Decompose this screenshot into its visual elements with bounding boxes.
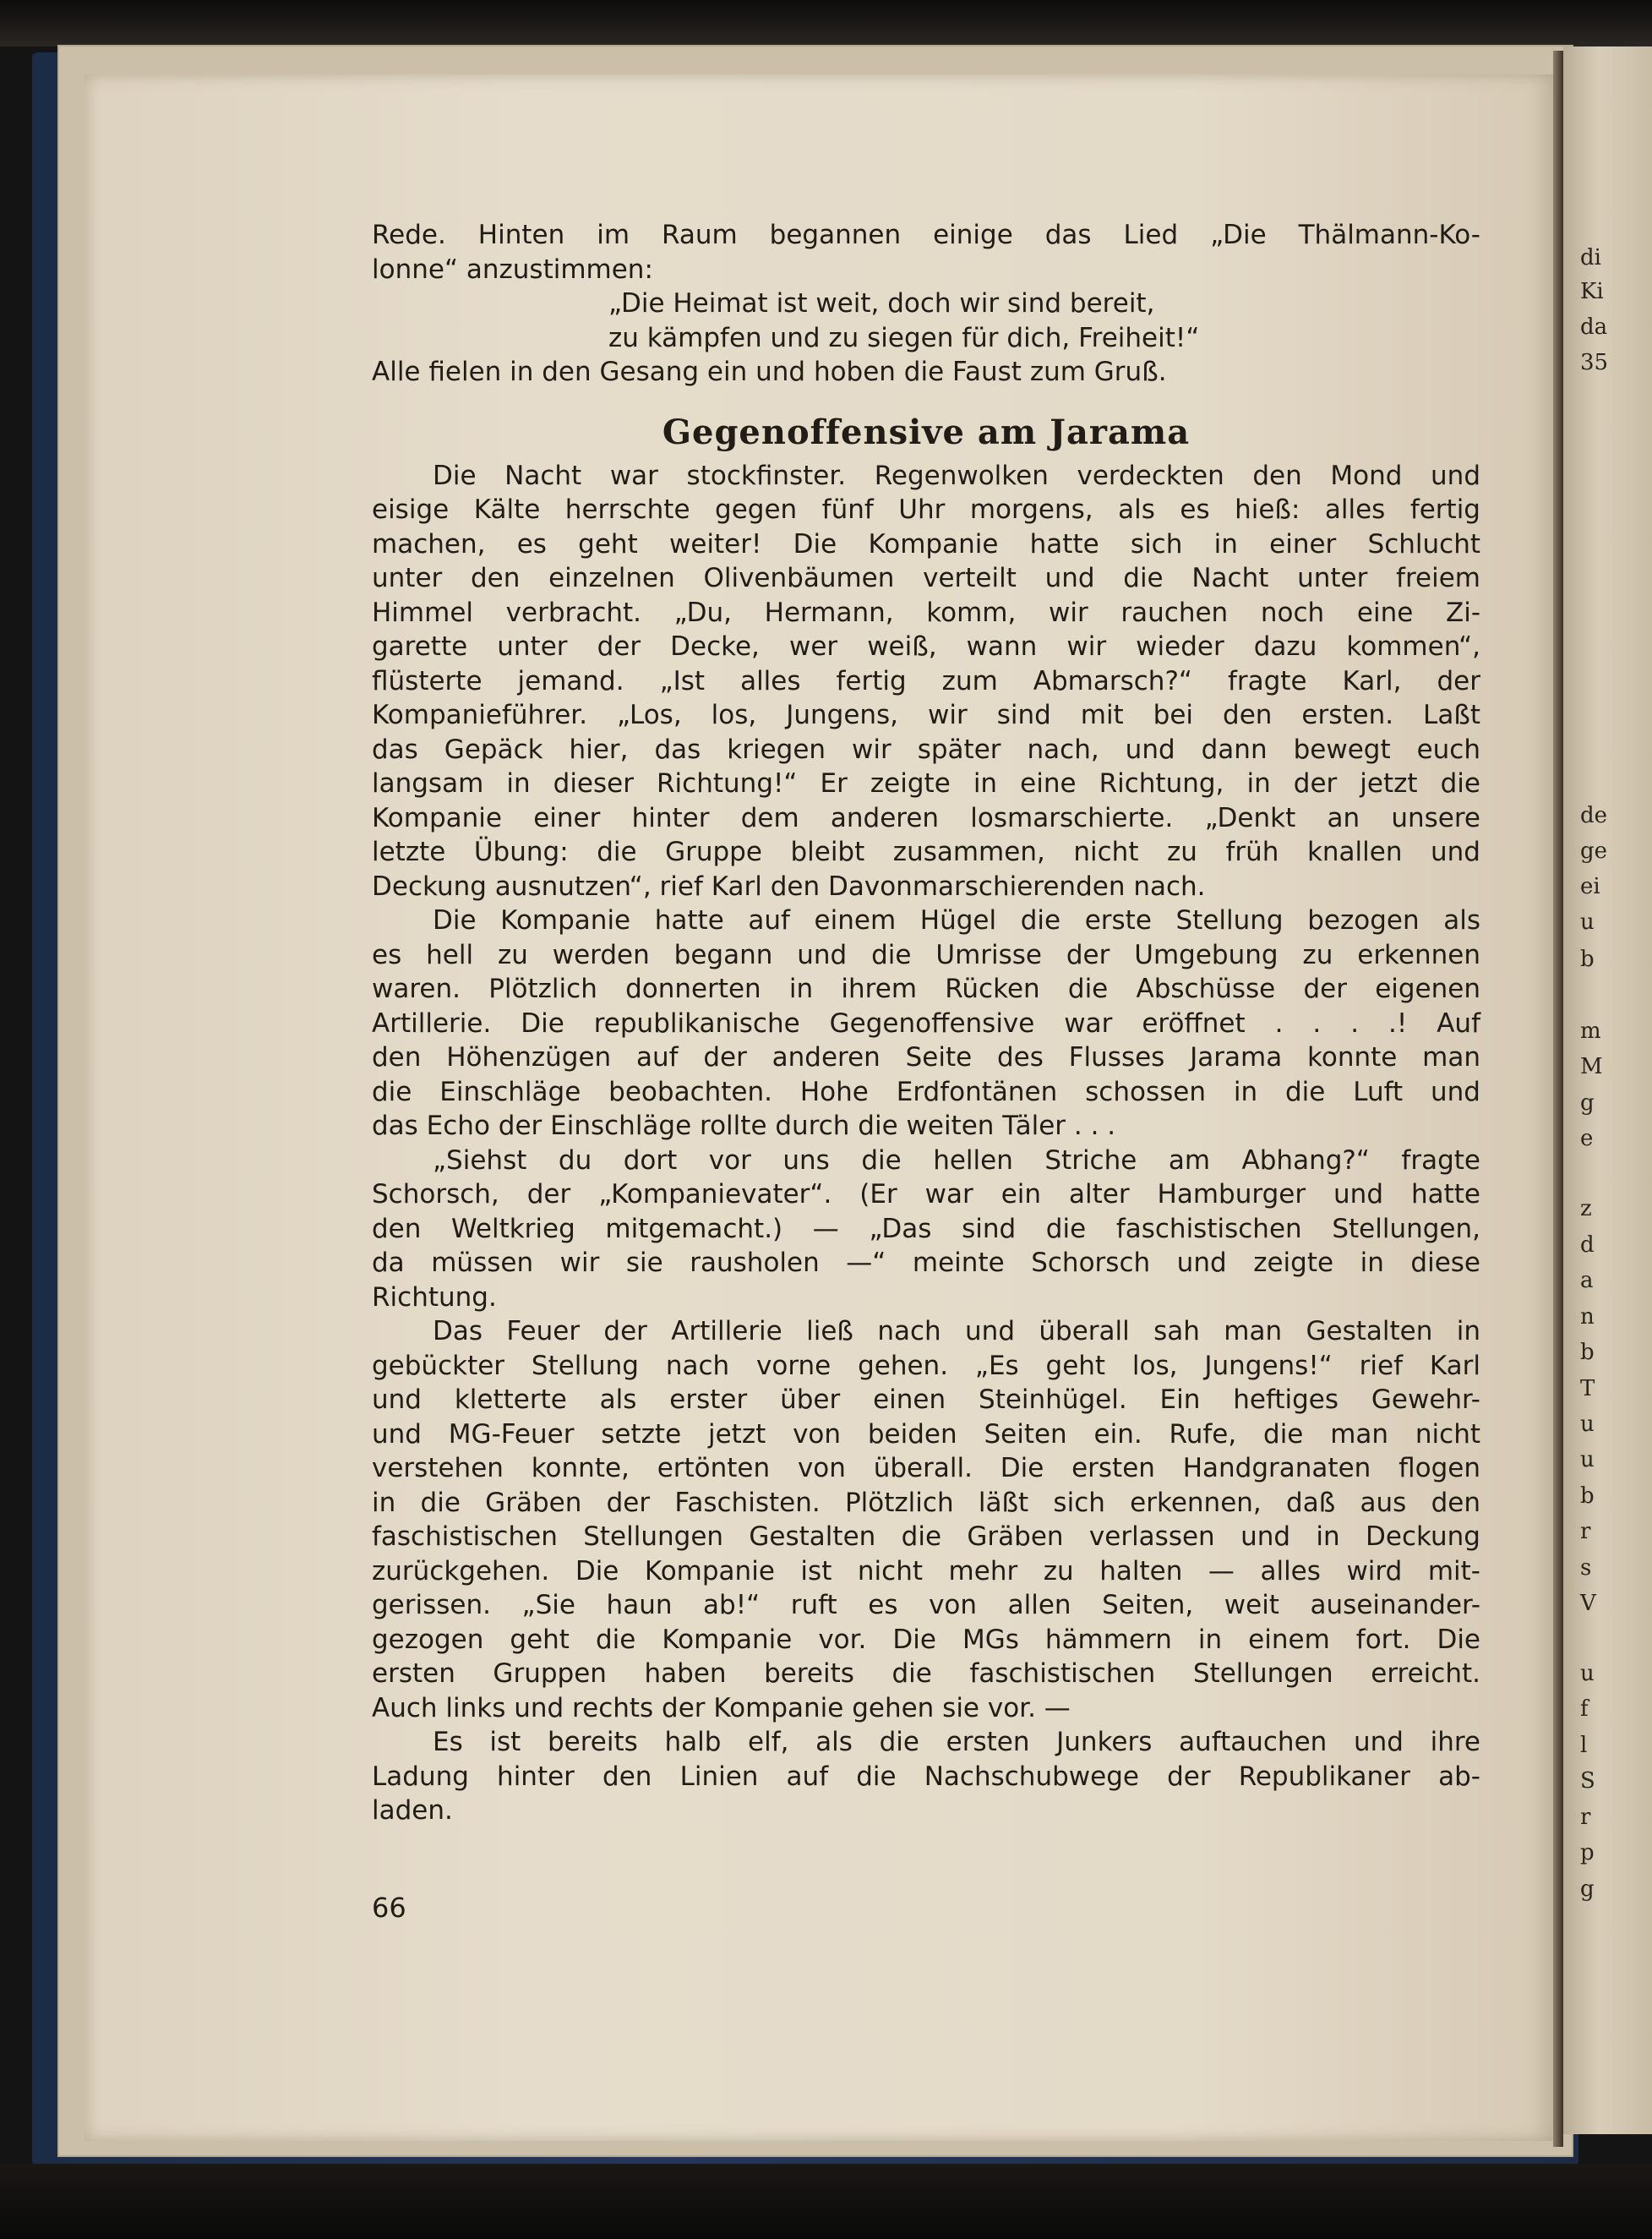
text-line: flüsterte jemand. „Ist alles fertig zum Abmarsch?“ fragte Karl, der bbox=[372, 665, 1480, 696]
text-line: ersten Gruppen haben bereits die faschistischen Stellungen erreicht. bbox=[372, 1658, 1480, 1689]
book-gutter bbox=[1553, 51, 1563, 2147]
facing-page-text-fragment: ei bbox=[1580, 874, 1600, 899]
text-line: den Weltkrieg mitgemacht.) — „Das sind die faschistischen Stellungen, bbox=[372, 1213, 1480, 1244]
text-line: Auch links und rechts der Kompanie gehen sie vor. — bbox=[372, 1692, 1071, 1723]
text-line: Deckung ausnutzen“, rief Karl den Davonmarschierenden nach. bbox=[372, 871, 1206, 902]
facing-page-text-fragment: d bbox=[1580, 1232, 1595, 1258]
facing-page-text-fragment: m bbox=[1580, 1018, 1601, 1044]
text-line: faschistischen Stellungen Gestalten die Gräben verlassen und in Deckung bbox=[372, 1521, 1480, 1552]
text-line: lonne“ anzustimmen: bbox=[372, 254, 653, 285]
section-heading: Gegenoffensive am Jarama bbox=[662, 412, 1191, 452]
facing-page-text-fragment: ge bbox=[1580, 838, 1608, 864]
text-line: Die Kompanie hatte auf einem Hügel die erste Stellung bezogen als bbox=[433, 905, 1480, 936]
text-line: Es ist bereits halb elf, als die ersten Junkers auftauchen und ihre bbox=[433, 1727, 1480, 1757]
facing-page-text-fragment: r bbox=[1580, 1519, 1591, 1544]
facing-page-text-fragment: z bbox=[1580, 1196, 1592, 1221]
facing-page-text-fragment: s bbox=[1580, 1555, 1592, 1581]
facing-page-text-fragment: b bbox=[1580, 1340, 1595, 1365]
text-line: verstehen konnte, ertönten von überall. Die ersten Handgranaten flogen bbox=[372, 1453, 1480, 1483]
facing-page-text-fragment: Ki bbox=[1580, 279, 1604, 304]
text-line: Ladung hinter den Linien auf die Nachschubwege der Republikaner ab- bbox=[372, 1761, 1480, 1792]
text-line: zurückgehen. Die Kompanie ist nicht mehr zu halten — alles wird mit- bbox=[372, 1555, 1480, 1586]
dark-background-top bbox=[0, 0, 1652, 46]
text-line: Das Feuer der Artillerie ließ nach und überall sah man Gestalten in bbox=[433, 1316, 1480, 1346]
facing-page-text-fragment: n bbox=[1580, 1304, 1595, 1330]
facing-page-text-fragment: p bbox=[1580, 1840, 1595, 1865]
facing-page-text-fragment: g bbox=[1580, 1876, 1595, 1902]
facing-page-text-fragment: 35 bbox=[1580, 350, 1609, 375]
text-line: eisige Kälte herrschte gegen fünf Uhr morgens, als es hieß: alles fertig bbox=[372, 494, 1480, 525]
facing-page-text-fragment: g bbox=[1580, 1090, 1595, 1116]
text-line: den Höhenzügen auf der anderen Seite des Flusses Jarama konnte man bbox=[372, 1042, 1480, 1073]
text-line: Richtung. bbox=[372, 1281, 497, 1313]
text-line: gebückter Stellung nach vorne gehen. „Es geht los, Jungens!“ rief Karl bbox=[372, 1350, 1480, 1381]
text-line: letzte Übung: die Gruppe bleibt zusammen, nicht zu früh knallen und bbox=[372, 837, 1480, 867]
text-line: Die Nacht war stockfinster. Regenwolken verdeckten den Mond und bbox=[433, 460, 1480, 491]
facing-page-text-fragment: di bbox=[1580, 245, 1601, 270]
facing-page-text-fragment: a bbox=[1580, 1268, 1594, 1293]
verse-line: „Die Heimat ist weit, doch wir sind bereit, bbox=[608, 288, 1155, 319]
text-line: das Gepäck hier, das kriegen wir später nach, und dann bewegt euch bbox=[372, 734, 1480, 765]
text-line: gezogen geht die Kompanie vor. Die MGs hämmern in einem fort. Die bbox=[372, 1624, 1480, 1655]
dark-background-bottom bbox=[0, 2164, 1652, 2239]
text-line: langsam in dieser Richtung!“ Er zeigte in eine Richtung, in der jetzt die bbox=[372, 768, 1480, 799]
facing-page-text-fragment: b bbox=[1580, 1483, 1595, 1509]
facing-page-text-fragment: u bbox=[1580, 1412, 1595, 1437]
facing-page-text-fragment: u bbox=[1580, 1447, 1595, 1472]
text-line: es hell zu werden begann und die Umrisse der Umgebung zu erkennen bbox=[372, 939, 1480, 970]
facing-page-text-fragment: de bbox=[1580, 803, 1608, 828]
page-number: 66 bbox=[372, 1892, 406, 1924]
verse-line: zu kämpfen und zu siegen für dich, Freiheit!“ bbox=[608, 322, 1200, 353]
facing-page-text-fragment: T bbox=[1580, 1376, 1595, 1401]
text-line: gerissen. „Sie haun ab!“ ruft es von allen Seiten, weit auseinander- bbox=[372, 1590, 1480, 1620]
facing-page-text-fragment: u bbox=[1580, 1661, 1595, 1686]
text-line: und MG-Feuer setzte jetzt von beiden Seiten ein. Rufe, die man nicht bbox=[372, 1418, 1480, 1450]
text-line: da müssen wir sie rausholen —“ meinte Schorsch und zeigte in diese bbox=[372, 1248, 1480, 1278]
facing-page-text-fragment: f bbox=[1580, 1696, 1589, 1722]
facing-page-text-fragment: r bbox=[1580, 1805, 1591, 1830]
text-line: und kletterte als erster über einen Steinhügel. Ein heftiges Gewehr- bbox=[372, 1384, 1480, 1415]
text-line: Rede. Hinten im Raum begannen einige das Lied „Die Thälmann-Ko- bbox=[372, 220, 1480, 250]
text-line: laden. bbox=[372, 1795, 453, 1826]
text-line: Alle fielen in den Gesang ein und hoben die Faust zum Gruß. bbox=[372, 357, 1167, 387]
paragraph bbox=[372, 459, 1480, 904]
paragraph bbox=[372, 1314, 1480, 1725]
text-line: in die Gräben der Faschisten. Plötzlich läßt sich erkennen, daß aus den bbox=[372, 1487, 1480, 1518]
paragraph bbox=[372, 1725, 1480, 1828]
text-line: unter den einzelnen Olivenbäumen verteilt und die Nacht unter freiem bbox=[372, 563, 1480, 593]
facing-page-text-fragment: M bbox=[1580, 1054, 1603, 1079]
facing-page-text-fragment: l bbox=[1580, 1733, 1588, 1758]
text-line: Schorsch, der „Kompanievater“. (Er war ein alter Hamburger und hatte bbox=[372, 1179, 1480, 1210]
text-line: machen, es geht weiter! Die Kompanie hatte sich in einer Schlucht bbox=[372, 528, 1480, 560]
text-line: Kompanieführer. „Los, los, Jungens, wir sind mit bei den ersten. Laßt bbox=[372, 700, 1480, 730]
facing-page-edge bbox=[1563, 46, 1652, 2134]
facing-page-text-fragment: b bbox=[1580, 947, 1595, 972]
text-line: Himmel verbracht. „Du, Hermann, komm, wir rauchen noch eine Zi- bbox=[372, 597, 1480, 628]
facing-page-text-fragment: da bbox=[1580, 314, 1608, 340]
paragraph bbox=[372, 1144, 1480, 1315]
body-paragraphs bbox=[372, 459, 1480, 1828]
facing-page-text-fragment: e bbox=[1580, 1126, 1594, 1151]
text-line: die Einschläge beobachten. Hohe Erdfontänen schossen in die Luft und bbox=[372, 1076, 1480, 1107]
text-line: das Echo der Einschläge rollte durch die weiten Täler . . . bbox=[372, 1111, 1116, 1141]
text-line: Artillerie. Die republikanische Gegenoffensive war eröffnet . . . .! Auf bbox=[372, 1008, 1480, 1039]
facing-page-text-fragment: S bbox=[1580, 1768, 1595, 1794]
text-line: waren. Plötzlich donnerten in ihrem Rücken die Abschüsse der eigenen bbox=[372, 974, 1480, 1004]
text-line: „Siehst du dort vor uns die hellen Striche am Abhang?“ fragte bbox=[433, 1144, 1480, 1176]
page-text bbox=[372, 218, 1480, 1828]
paragraph bbox=[372, 904, 1480, 1144]
text-line: Kompanie einer hinter dem anderen losmarschierte. „Denkt an unsere bbox=[372, 802, 1480, 833]
text-line: garette unter der Decke, wer weiß, wann wir wieder dazu kommen“, bbox=[372, 631, 1480, 662]
facing-page-text-fragment: u bbox=[1580, 909, 1595, 935]
facing-page-text-fragment: V bbox=[1580, 1591, 1596, 1616]
